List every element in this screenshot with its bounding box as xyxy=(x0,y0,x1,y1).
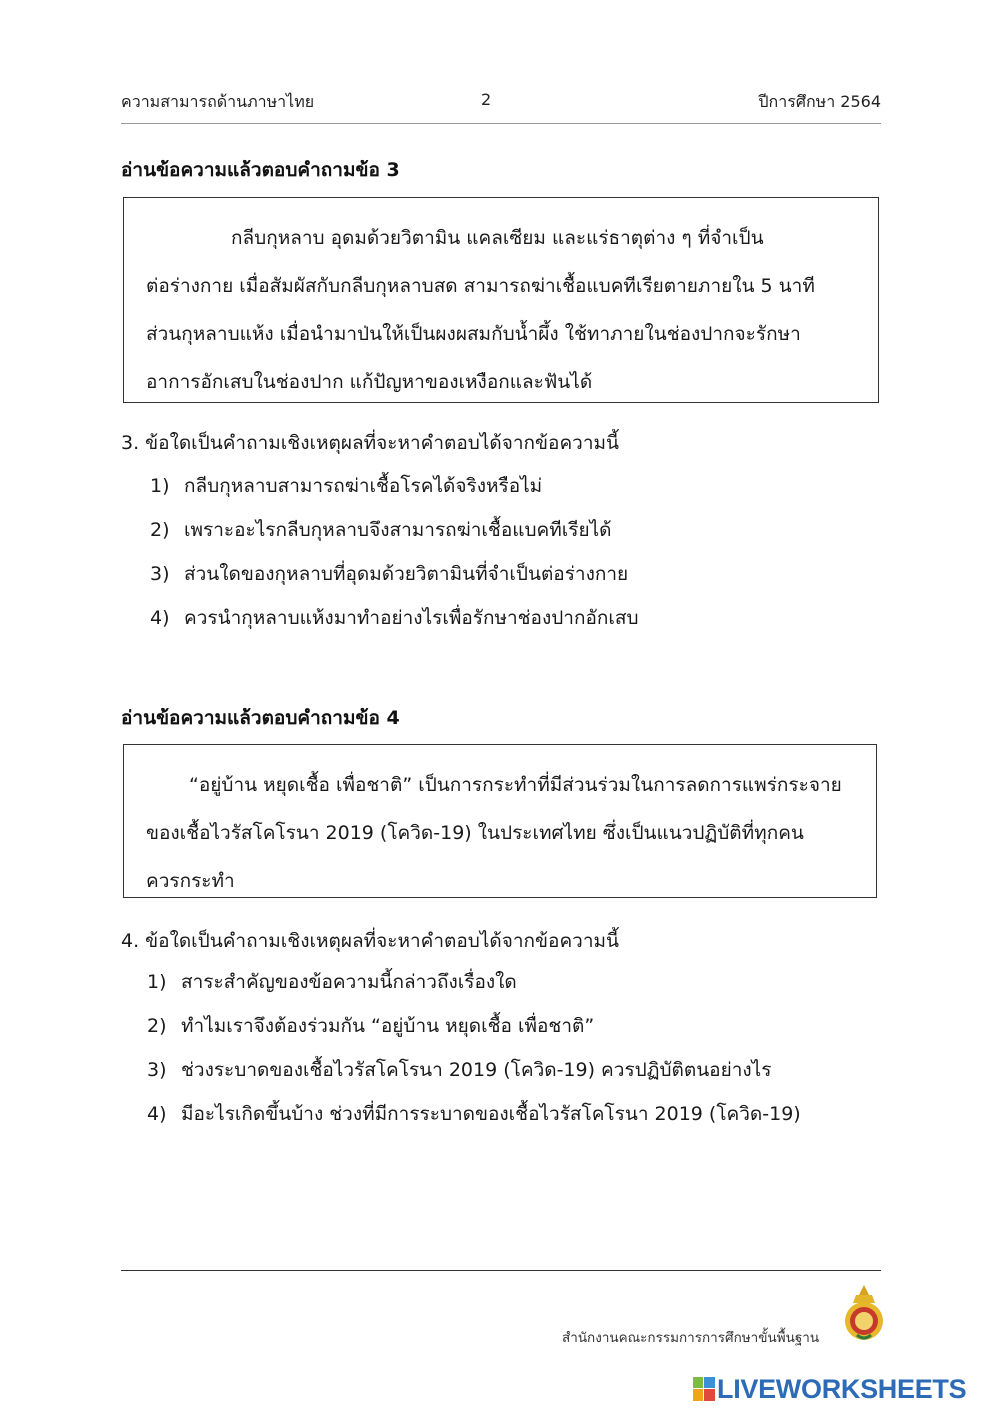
watermark-text: LIVEWORKSHEETS xyxy=(717,1374,967,1404)
passage-3-box xyxy=(123,197,879,403)
option-number: 3) xyxy=(147,1059,167,1081)
option-text: ช่วงระบาดของเชื้อไวรัสโคโรนา 2019 (โควิด-19) ควรปฏิบัติตนอย่างไร xyxy=(181,1059,772,1081)
option-number: 1) xyxy=(147,971,167,993)
question-3: 3. ข้อใดเป็นคำถามเชิงเหตุผลที่จะหาคำตอบได้จากข้อความนี้ xyxy=(121,432,620,454)
section-4-title: อ่านข้อความแล้วตอบคำถามข้อ 4 xyxy=(121,707,400,729)
section-3-title: อ่านข้อความแล้วตอบคำถามข้อ 3 xyxy=(121,159,400,181)
header-year: ปีการศึกษา 2564 xyxy=(758,92,881,111)
option-number: 2) xyxy=(147,1015,167,1037)
option-number: 3) xyxy=(150,563,170,585)
question-4-options xyxy=(147,960,801,1136)
question-4: 4. ข้อใดเป็นคำถามเชิงเหตุผลที่จะหาคำตอบได้จากข้อความนี้ xyxy=(121,930,620,952)
liveworksheets-logo-icon xyxy=(693,1377,715,1401)
answer-option[interactable] xyxy=(150,596,639,640)
answer-option[interactable] xyxy=(150,508,639,552)
option-text: ส่วนใดของกุหลาบที่อุดมด้วยวิตามินที่จำเป็นต่อร่างกาย xyxy=(184,563,629,585)
passage-3-line: ต่อร่างกาย เมื่อสัมผัสกับกลีบกุหลาบสด สามารถฆ่าเชื้อแบคทีเรียตายภายใน 5 นาที xyxy=(146,275,815,297)
option-text: กลีบกุหลาบสามารถฆ่าเชื้อโรคได้จริงหรือไม่ xyxy=(184,475,543,497)
footer-divider xyxy=(121,1270,881,1271)
option-number: 4) xyxy=(150,607,170,629)
option-text: สาระสำคัญของข้อความนี้กล่าวถึงเรื่องใด xyxy=(181,971,517,993)
passage-4-line: “อยู่บ้าน หยุดเชื้อ เพื่อชาติ” เป็นการกระทำที่มีส่วนร่วมในการลดการแพร่กระจาย xyxy=(189,774,842,796)
obec-seal-icon xyxy=(842,1283,886,1343)
passage-3-line: กลีบกุหลาบ อุดมด้วยวิตามิน แคลเซียม และแร่ธาตุต่าง ๆ ที่จำเป็น xyxy=(231,227,764,249)
page-header: ความสามารถด้านภาษาไทย 2 ปีการศึกษา 2564 xyxy=(121,90,881,114)
answer-option[interactable] xyxy=(147,960,801,1004)
option-text: มีอะไรเกิดขึ้นบ้าง ช่วงที่มีการระบาดของเชื้อไวรัสโคโรนา 2019 (โควิด-19) xyxy=(181,1103,801,1125)
answer-option[interactable] xyxy=(147,1092,801,1136)
answer-option[interactable] xyxy=(147,1048,801,1092)
passage-4-box xyxy=(123,744,877,898)
footer-office: สำนักงานคณะกรรมการการศึกษาขั้นพื้นฐาน xyxy=(562,1330,820,1346)
passage-3-line: อาการอักเสบในช่องปาก แก้ปัญหาของเหงือกและฟันได้ xyxy=(146,371,593,393)
option-number: 4) xyxy=(147,1103,167,1125)
option-number: 1) xyxy=(150,475,170,497)
question-3-options xyxy=(150,464,639,640)
header-subject: ความสามารถด้านภาษาไทย xyxy=(121,92,315,111)
header-divider xyxy=(121,123,881,124)
passage-3-line: ส่วนกุหลาบแห้ง เมื่อนำมาป่นให้เป็นผงผสมกับน้ำผึ้ง ใช้ทาภายในช่องปากจะรักษา xyxy=(146,323,801,345)
answer-option[interactable] xyxy=(150,464,639,508)
option-number: 2) xyxy=(150,519,170,541)
passage-4-line: ของเชื้อไวรัสโคโรนา 2019 (โควิด-19) ในประเทศไทย ซึ่งเป็นแนวปฏิบัติที่ทุกคน xyxy=(146,822,804,844)
passage-4-line: ควรกระทำ xyxy=(146,870,235,892)
option-text: เพราะอะไรกลีบกุหลาบจึงสามารถฆ่าเชื้อแบคทีเรียได้ xyxy=(184,519,612,541)
answer-option[interactable] xyxy=(147,1004,801,1048)
option-text: ทำไมเราจึงต้องร่วมกัน “อยู่บ้าน หยุดเชื้อ เพื่อชาติ” xyxy=(181,1015,595,1037)
answer-option[interactable] xyxy=(150,552,639,596)
option-text: ควรนำกุหลาบแห้งมาทำอย่างไรเพื่อรักษาช่องปากอักเสบ xyxy=(184,607,639,629)
